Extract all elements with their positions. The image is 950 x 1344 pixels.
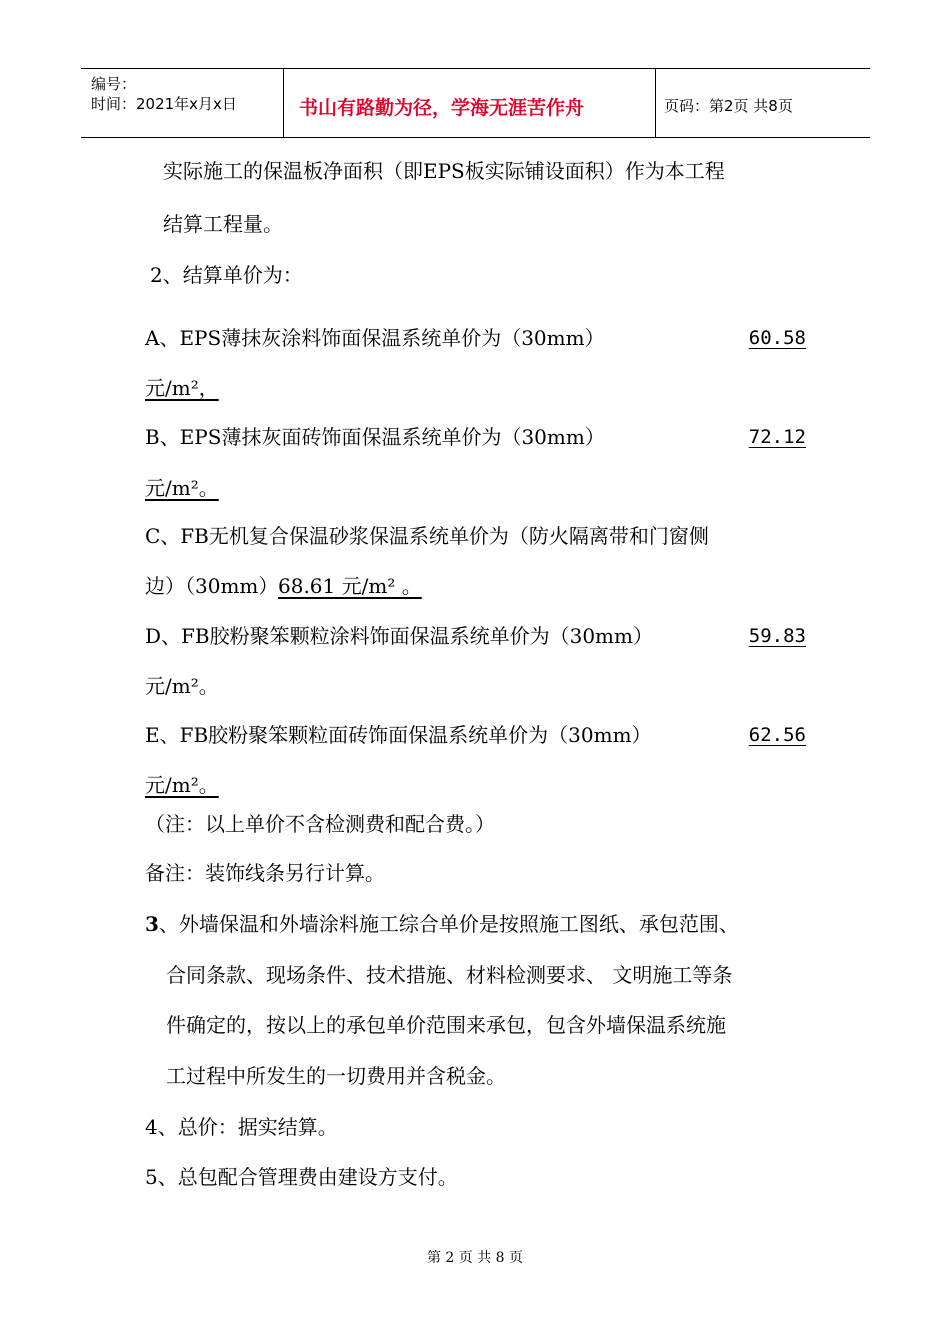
section-3-line-4: 工过程中所发生的一切费用并含税金。	[166, 1064, 506, 1088]
price-e-unit: 元/m²。	[145, 773, 219, 797]
price-c-text: C、FB无机复合保温砂浆保温系统单价为（防火隔离带和门窗侧	[145, 524, 709, 548]
header-page-info: 页码：第2页 共8页	[664, 97, 793, 115]
section-4-line: 4、总价：据实结算。	[145, 1115, 338, 1139]
section-3-line-1: 3、外墙保温和外墙涂料施工综合单价是按照施工图纸、承包范围、	[145, 912, 739, 936]
section-3-line-3: 件确定的，按以上的承包单价范围来承包，包含外墙保温系统施	[166, 1013, 726, 1037]
price-b-text: B、EPS薄抹灰面砖饰面保温系统单价为（30mm）	[145, 425, 605, 449]
price-b-unit: 元/m²。	[145, 476, 219, 500]
section-3-number: 3	[145, 912, 159, 936]
section-5-line: 5、总包配合管理费由建设方支付。	[145, 1165, 458, 1189]
page-footer: 第 2 页 共 8 页	[426, 1250, 524, 1266]
document-date-label: 时间：2021年x月x日	[91, 95, 237, 113]
section-2-heading: 2、结算单价为：	[150, 263, 303, 287]
price-d-value: 59.83	[748, 625, 806, 647]
price-d-unit: 元/m²。	[145, 674, 219, 698]
body-line-1: 实际施工的保温板净面积（即EPS板实际铺设面积）作为本工程	[163, 159, 725, 183]
price-e-text: E、FB胶粉聚笨颗粒面砖饰面保温系统单价为（30mm）	[145, 723, 652, 747]
header-motto-cell	[284, 69, 656, 137]
header-motto: 书山有路勤为径，学海无涯苦作舟	[299, 97, 585, 119]
page-header	[81, 68, 870, 138]
price-d-text: D、FB胶粉聚笨颗粒涂料饰面保温系统单价为（30mm）	[145, 624, 653, 648]
price-c-text-2: 边）（30mm）	[145, 574, 279, 598]
price-note: （注：以上单价不含检测费和配合费。）	[145, 812, 495, 836]
price-b-value: 72.12	[748, 426, 806, 448]
header-page-cell	[656, 69, 870, 137]
header-info-cell	[81, 69, 284, 137]
price-c-value: 68.61 元/m² 。	[278, 574, 422, 598]
price-a-text: A、EPS薄抹灰涂料饰面保温系统单价为（30mm）	[145, 326, 605, 350]
body-line-2: 结算工程量。	[163, 212, 283, 236]
price-a-unit: 元/m²，	[145, 376, 219, 400]
document-number-label: 编号：	[91, 75, 137, 93]
price-e-value: 62.56	[748, 724, 806, 746]
section-3-line-2: 合同条款、现场条件、技术措施、材料检测要求、 文明施工等条	[166, 963, 733, 987]
remark-text: 备注：装饰线条另行计算。	[145, 861, 385, 885]
price-a-value: 60.58	[748, 327, 806, 349]
